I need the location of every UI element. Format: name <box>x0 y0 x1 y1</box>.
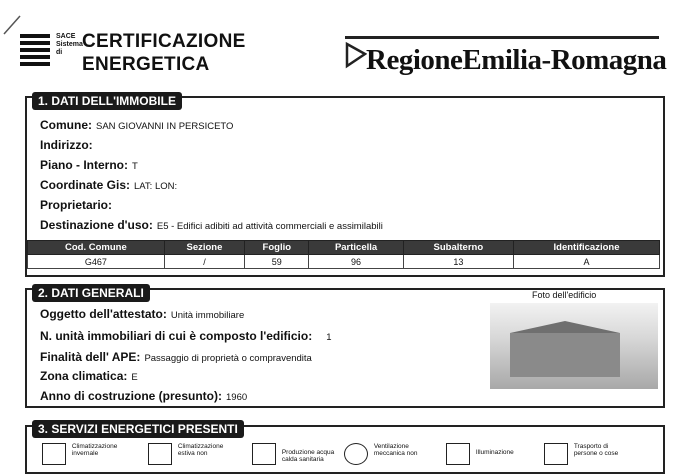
building-shape <box>510 333 620 377</box>
cert-line-1: CERTIFICAZIONE <box>82 31 246 52</box>
sace-logo-icon <box>20 34 50 74</box>
field-coordinate: Coordinate Gis: LAT: LON: <box>40 178 178 192</box>
cell-cod-comune: G467 <box>28 255 165 269</box>
field-unita: N. unità immobiliari di cui è composto l'edificio: 1 <box>40 329 332 343</box>
service-ventilation: Ventilazione meccanica non <box>344 443 418 465</box>
field-oggetto: Oggetto dell'attestato: Unità immobiliare <box>40 307 245 321</box>
certification-title <box>82 30 246 76</box>
region-emblem-icon <box>345 40 367 70</box>
elevator-icon <box>544 443 568 465</box>
service-hot-water: Produzione acqua calda sanitaria <box>252 443 334 465</box>
region-name: RegioneEmilia-Romagna <box>366 44 667 76</box>
air-conditioner-icon <box>148 443 172 465</box>
section-3-title: 3. SERVIZI ENERGETICI PRESENTI <box>32 420 244 438</box>
service-lighting: Illuminazione <box>446 443 514 465</box>
cell-particella: 96 <box>309 255 403 269</box>
col-cod-comune: Cod. Comune <box>28 241 165 255</box>
field-destinazione: Destinazione d'uso: E5 - Edifici adibiti ad attività commerciali e assimilabili <box>40 218 383 232</box>
table-header-row <box>28 241 660 255</box>
sace-mark: SACE Sistema di <box>56 33 83 56</box>
region-top-bar <box>345 36 659 39</box>
field-piano: Piano - Interno: T <box>40 158 138 172</box>
field-anno: Anno di costruzione (presunto): 1960 <box>40 389 248 403</box>
service-heating: Climatizzazione invernale <box>42 443 117 465</box>
table-row <box>28 255 660 269</box>
radiator-icon <box>42 443 66 465</box>
cell-sezione: / <box>164 255 244 269</box>
col-particella: Particella <box>309 241 403 255</box>
col-foglio: Foglio <box>245 241 309 255</box>
col-sezione: Sezione <box>164 241 244 255</box>
service-transport: Trasporto di persone o cose <box>544 443 618 465</box>
col-identificazione: Identificazione <box>514 241 660 255</box>
col-subalterno: Subalterno <box>403 241 513 255</box>
cell-foglio: 59 <box>245 255 309 269</box>
field-indirizzo: Indirizzo: <box>40 138 93 152</box>
section-1-title: 1. DATI DELL'IMMOBILE <box>32 92 182 110</box>
service-cooling: Climatizzazione estiva non <box>148 443 223 465</box>
section-2-title: 2. DATI GENERALI <box>32 284 150 302</box>
light-bulb-icon <box>446 443 470 465</box>
field-proprietario: Proprietario: <box>40 198 113 212</box>
cadastral-table <box>27 240 660 269</box>
fan-icon <box>344 443 368 465</box>
photo-label: Foto dell'edificio <box>532 290 597 300</box>
faucet-icon <box>252 443 276 465</box>
pen-mark <box>2 14 22 36</box>
field-finalita: Finalità dell' APE: Passaggio di proprietà o compravendita <box>40 350 312 364</box>
cert-line-2: ENERGETICA <box>82 54 210 75</box>
cell-identificazione: A <box>514 255 660 269</box>
cell-subalterno: 13 <box>403 255 513 269</box>
field-zona: Zona climatica: E <box>40 369 138 383</box>
field-comune: Comune: SAN GIOVANNI IN PERSICETO <box>40 118 234 132</box>
